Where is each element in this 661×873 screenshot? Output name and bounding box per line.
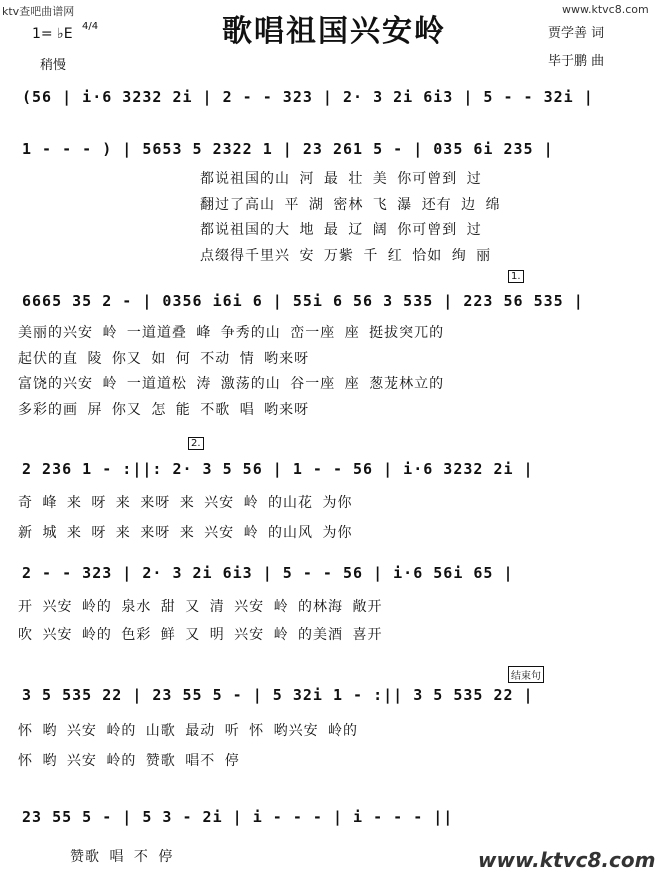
lyric-row-2-verse-4: 点缀得千里兴 安 万紫 千 红 恰如 绚 丽 bbox=[200, 248, 492, 264]
tempo-marking: 稍慢 bbox=[40, 58, 67, 73]
lyric-row-2-verse-2: 翻过了高山 平 湖 密林 飞 瀑 还有 边 绵 bbox=[200, 197, 501, 213]
lyric-row-5-verse-1: 开 兴安 岭的 泉水 甜 又 清 兴安 岭 的林海 敞开 bbox=[18, 599, 383, 615]
first-ending-mark: 1. bbox=[508, 270, 524, 283]
notation-row-3: 6665 35 2 - | 0356 i6i 6 | 55i 6 56 3 535 | 223 56 535 | bbox=[22, 292, 584, 310]
lyric-row-3-verse-4: 多彩的画 屏 你又 怎 能 不歌 唱 哟来呀 bbox=[18, 402, 310, 418]
watermark-site-name: ktv查吧曲谱网 bbox=[2, 5, 75, 18]
second-ending-mark: 2. bbox=[188, 437, 204, 450]
coda-ending-mark: 结束句 bbox=[508, 666, 544, 683]
lyric-row-2-verse-3: 都说祖国的大 地 最 辽 阔 你可曾到 过 bbox=[200, 222, 482, 238]
lyric-row-3-verse-2: 起伏的直 陵 你又 如 何 不动 情 哟来呀 bbox=[18, 351, 310, 367]
lyric-row-3-verse-1: 美丽的兴安 岭 一道道叠 峰 争秀的山 峦一座 座 挺拔突兀的 bbox=[18, 325, 445, 341]
composer-credit: 毕于鹏 曲 bbox=[548, 54, 605, 69]
lyricist-credit: 贾学善 词 bbox=[548, 26, 605, 41]
notation-row-7: 23 55 5 - | 5 3 - 2i | i - - - | i - - - || bbox=[22, 808, 454, 826]
lyric-row-7: 赞歌 唱 不 停 bbox=[70, 849, 174, 865]
lyric-row-4-verse-1: 奇 峰 来 呀 来 来呀 来 兴安 岭 的山花 为你 bbox=[18, 495, 353, 511]
notation-row-2: 1 - - - ) | 5653 5 2322 1 | 23 261 5 - | 035 6i 235 | bbox=[22, 140, 554, 158]
notation-row-5: 2 - - 323 | 2· 3 2i 6i3 | 5 - - 56 | i·6 56i 65 | bbox=[22, 564, 514, 582]
time-signature: 4/4 bbox=[82, 21, 99, 32]
lyric-row-5-verse-2: 吹 兴安 岭的 色彩 鲜 又 明 兴安 岭 的美酒 喜开 bbox=[18, 627, 383, 643]
lyric-row-6-verse-2: 怀 哟 兴安 岭的 赞歌 唱不 停 bbox=[18, 753, 240, 769]
lyric-row-2-verse-1: 都说祖国的山 河 最 壮 美 你可曾到 过 bbox=[200, 171, 482, 187]
lyric-row-6-verse-1: 怀 哟 兴安 岭的 山歌 最动 听 怀 哟兴安 岭的 bbox=[18, 723, 359, 739]
watermark-url: www.ktvc8.com bbox=[562, 3, 649, 16]
lyric-row-3-verse-3: 富饶的兴安 岭 一道道松 涛 激荡的山 谷一座 座 葱茏林立的 bbox=[18, 376, 445, 392]
song-title: 歌唱祖国兴安岭 bbox=[222, 14, 446, 49]
key-signature: 1= ♭E bbox=[32, 26, 73, 42]
notation-row-1: (56 | i·6 3232 2i | 2 - - 323 | 2· 3 2i 6i3 | 5 - - 32i | bbox=[22, 88, 594, 106]
site-logo: www.ktvc8.com bbox=[478, 848, 656, 872]
lyric-row-4-verse-2: 新 城 来 呀 来 来呀 来 兴安 岭 的山风 为你 bbox=[18, 525, 353, 541]
notation-row-4: 2 236 1 - :||: 2· 3 5 56 | 1 - - 56 | i·6 3232 2i | bbox=[22, 460, 534, 478]
notation-row-6: 3 5 535 22 | 23 55 5 - | 5 32i 1 - :|| 3 5 535 22 | bbox=[22, 686, 534, 704]
